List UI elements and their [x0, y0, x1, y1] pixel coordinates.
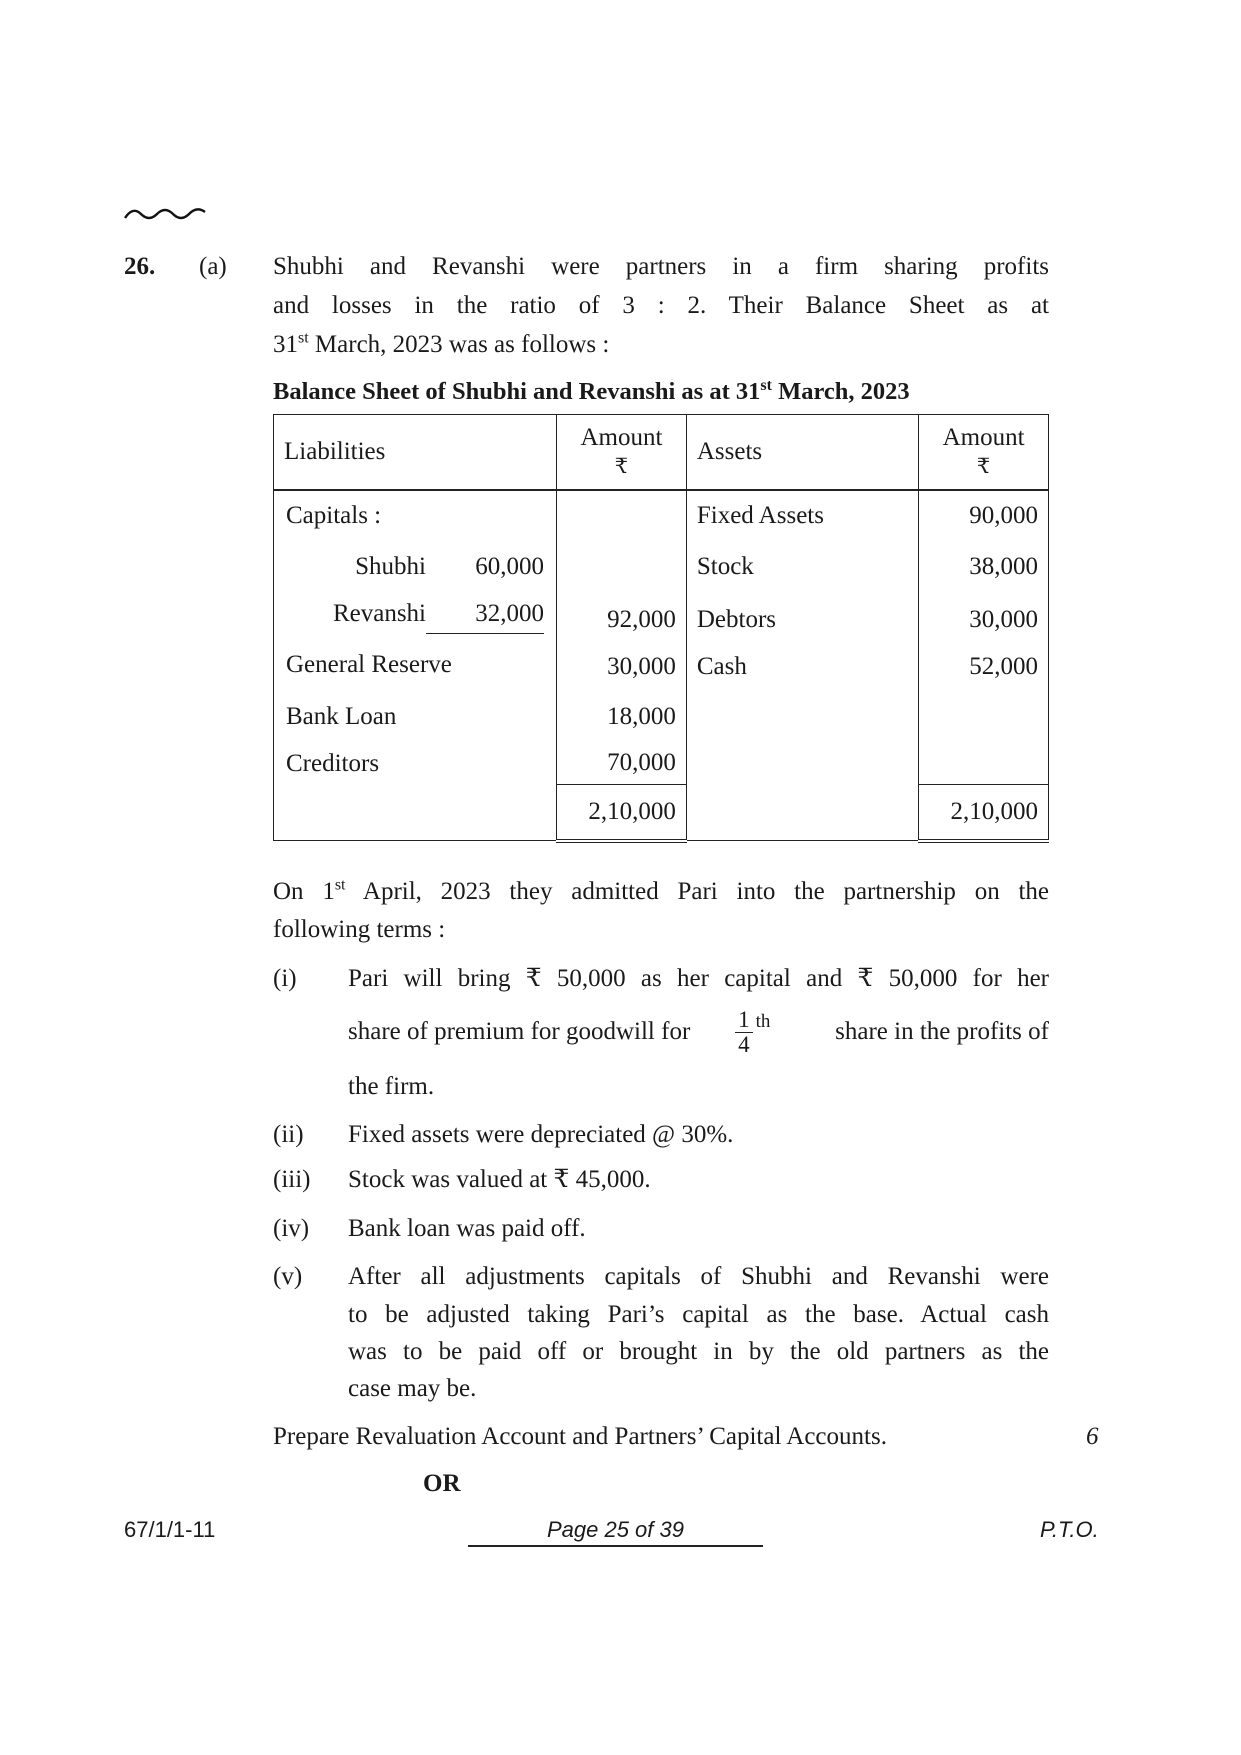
term-iv-number: (iv)	[273, 1215, 310, 1242]
header-liabilities: Liabilities	[274, 415, 557, 490]
fraction-ordinal: th	[755, 1011, 771, 1032]
term-v-line-2: to be adjusted taking Pari’s capital as the base. Actual cash	[348, 1301, 1049, 1328]
partner-capital: 32,000	[426, 597, 544, 634]
instruction: Prepare Revaluation Account and Partners’ Capital Accounts.	[273, 1423, 887, 1450]
creditors-amount: 70,000	[607, 748, 676, 776]
pto-label: P.T.O.	[1040, 1517, 1099, 1542]
term-v-line-4: case may be.	[348, 1375, 477, 1402]
header-amount-assets	[919, 415, 1049, 490]
term-i-line-3: the firm.	[348, 1073, 435, 1100]
term-v-number: (v)	[273, 1263, 303, 1290]
rupee-icon: ₹	[976, 453, 991, 478]
intro-line-3: 31st March, 2023 was as follows :	[273, 329, 610, 358]
total-row-label	[274, 785, 557, 841]
term-iii-text: Stock was valued at ₹ 45,000.	[348, 1166, 651, 1193]
term-v-line-1: After all adjustments capitals of Shubhi and Revanshi were	[348, 1263, 1049, 1290]
partner-name: Shubhi	[355, 552, 426, 580]
paper-code: 67/1/1-11	[124, 1517, 216, 1542]
header-amount-liabilities	[556, 415, 686, 490]
fixed-assets-label: Fixed Assets	[696, 501, 824, 529]
term-i-number: (i)	[273, 965, 297, 992]
fraction-one-fourth	[735, 1008, 770, 1057]
intro-line-1: Shubhi and Revanshi were partners in a firm sharing profits	[273, 253, 1049, 280]
term-iv-text: Bank loan was paid off.	[348, 1215, 586, 1242]
fraction-denominator: 4	[738, 1031, 750, 1057]
page-number: Page 25 of 39	[468, 1517, 763, 1547]
bank-loan-amount: 18,000	[607, 702, 676, 730]
intro-line-2: and losses in the ratio of 3 : 2. Their Balance Sheet as at	[273, 292, 1049, 319]
debtors-label: Debtors	[696, 605, 777, 633]
term-ii-text: Fixed assets were depreciated @ 30%.	[348, 1121, 734, 1148]
or-separator: OR	[423, 1470, 461, 1497]
rupee-icon: ₹	[614, 453, 629, 478]
total-liabilities: 2,10,000	[556, 785, 686, 841]
creditors-label: Creditors	[286, 749, 380, 777]
partner-capital: 60,000	[475, 552, 544, 580]
amount-label: Amount	[942, 423, 1025, 451]
total-row-assets-label	[686, 785, 918, 841]
liabilities-column	[274, 490, 557, 785]
balance-sheet-table	[273, 414, 1049, 843]
balance-sheet-title: Balance Sheet of Shubhi and Revanshi as at 31st March, 2023	[273, 376, 910, 405]
amount-label: Amount	[580, 423, 663, 451]
wave-mark-icon	[123, 204, 213, 224]
term-v-line-3: was to be paid off or brought in by the old partners as the	[348, 1338, 1049, 1365]
question-part: (a)	[199, 253, 227, 280]
term-i-line-2-post: share in the profits of	[835, 1018, 1049, 1045]
capitals-total: 92,000	[607, 605, 676, 633]
liabilities-amount-column	[556, 490, 686, 785]
partner-name: Revanshi	[332, 599, 426, 627]
bank-loan-label: Bank Loan	[286, 702, 397, 730]
cash-label: Cash	[696, 652, 747, 680]
cash-amount: 52,000	[969, 652, 1038, 680]
term-iii-number: (iii)	[273, 1166, 311, 1193]
term-i-line-1: Pari will bring ₹ 50,000 as her capital and ₹ 50,000 for her	[348, 965, 1049, 992]
header-assets: Assets	[686, 415, 918, 490]
term-i-line-2	[348, 1007, 1049, 1057]
general-reserve-amount: 30,000	[607, 652, 676, 680]
capital-row-shubhi	[286, 550, 546, 597]
general-reserve-label: General Reserve	[286, 650, 452, 678]
term-i-line-2-pre: share of premium for goodwill for	[348, 1018, 691, 1045]
debtors-amount: 30,000	[969, 605, 1038, 633]
question-number: 26.	[124, 253, 156, 280]
capitals-label: Capitals :	[286, 501, 382, 529]
marks: 6	[1086, 1423, 1099, 1450]
capital-row-revanshi	[286, 597, 546, 648]
assets-column	[686, 490, 918, 785]
admission-line-1: On 1st April, 2023 they admitted Pari into the partnership on the	[273, 876, 1049, 905]
fixed-assets-amount: 90,000	[969, 501, 1038, 529]
term-ii-number: (ii)	[273, 1121, 304, 1148]
stock-amount: 38,000	[969, 552, 1038, 580]
assets-amount-column	[919, 490, 1049, 785]
fraction-numerator: 1	[735, 1008, 753, 1033]
admission-line-2: following terms :	[273, 916, 446, 943]
total-assets: 2,10,000	[919, 785, 1049, 841]
stock-label: Stock	[696, 552, 754, 580]
